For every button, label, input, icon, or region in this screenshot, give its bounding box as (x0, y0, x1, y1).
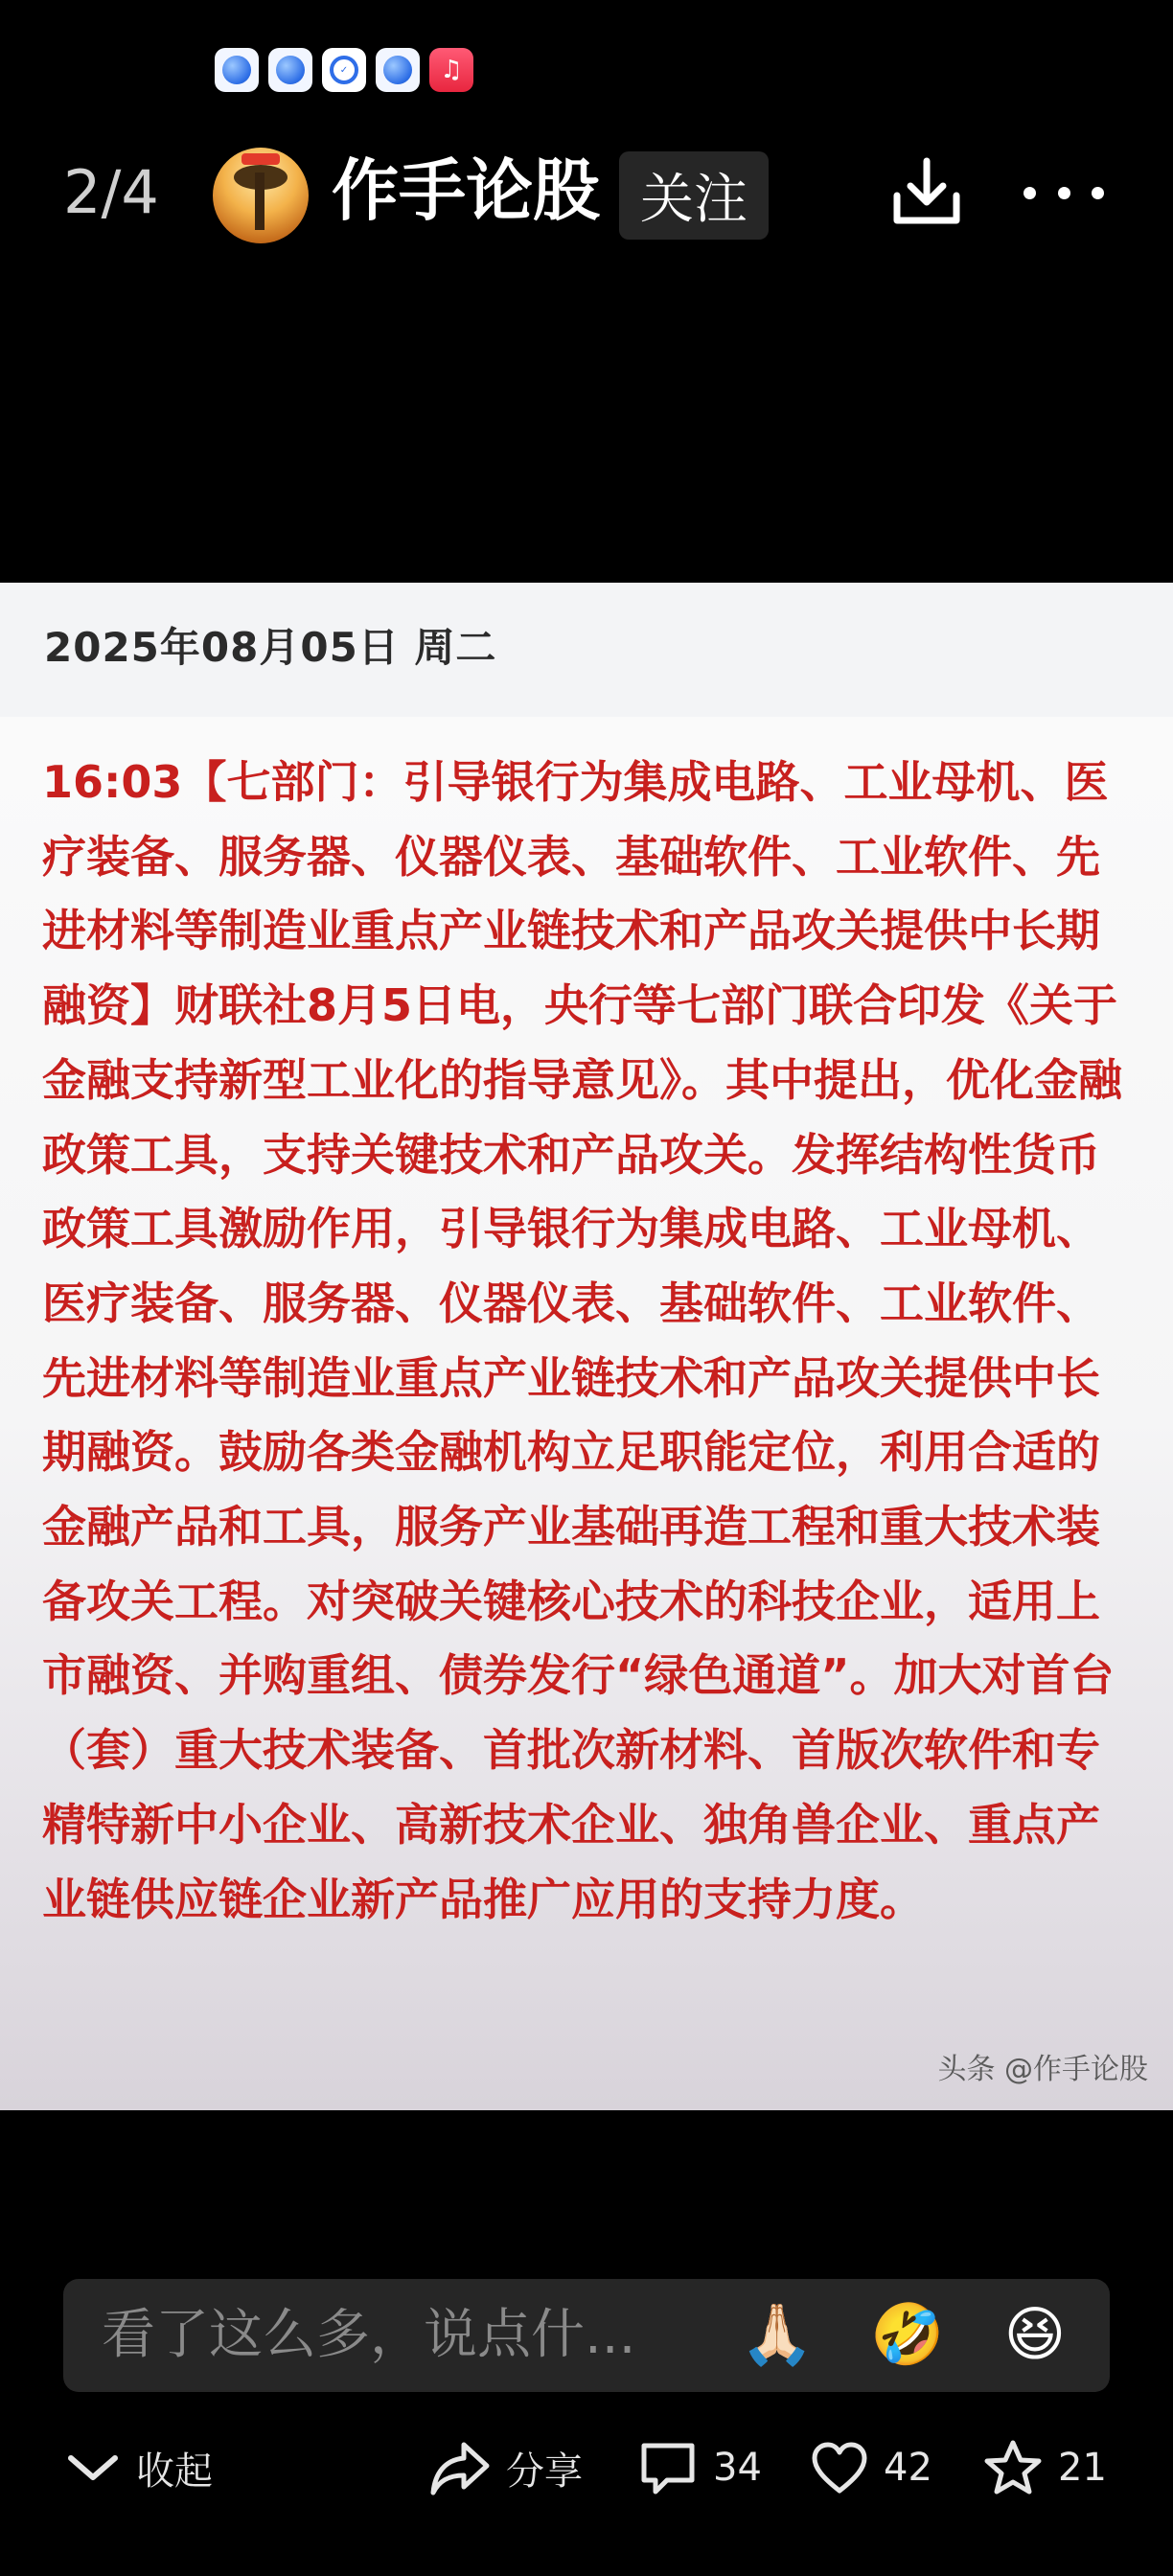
app-icon: ✓ (322, 48, 366, 92)
pray-emoji-button[interactable]: 🙏🏻 (740, 2299, 815, 2369)
author-avatar[interactable] (213, 148, 309, 243)
like-count: 42 (884, 2446, 932, 2490)
author-name[interactable]: 作手论股 (332, 151, 600, 230)
comments-button[interactable] (638, 2434, 762, 2501)
share-icon (429, 2439, 491, 2496)
status-bar-notifications (215, 48, 473, 92)
news-image[interactable] (0, 583, 1173, 2110)
dot-icon (1024, 187, 1036, 199)
date-strip (0, 583, 1173, 717)
comment-input[interactable]: 看了这么多，说点什... (102, 2304, 636, 2366)
watermark: 头条 @作手论股 (937, 2053, 1148, 2086)
download-button[interactable] (887, 153, 966, 232)
comment-icon (638, 2440, 698, 2496)
more-options-button[interactable] (1024, 178, 1104, 207)
laugh-emoji-button[interactable]: 😆 (1003, 2299, 1067, 2369)
chevron-down-icon (65, 2449, 121, 2487)
page-counter: 2/4 (63, 157, 159, 227)
star-icon (983, 2439, 1043, 2496)
music-icon: ♫ (429, 48, 473, 92)
dot-icon (1058, 187, 1070, 199)
browser-icon (215, 48, 259, 92)
heart-icon (811, 2441, 868, 2495)
article-time: 16:03 (42, 756, 183, 808)
browser-icon (268, 48, 312, 92)
collapse-button[interactable] (65, 2434, 213, 2501)
browser-icon (376, 48, 420, 92)
collapse-label: 收起 (136, 2449, 213, 2494)
share-button[interactable] (429, 2434, 583, 2501)
comment-bar[interactable] (63, 2279, 1110, 2392)
article-date: 2025年08月05日 周二 (44, 624, 497, 671)
share-label: 分享 (506, 2449, 583, 2494)
rofl-emoji-button[interactable]: 🤣 (870, 2299, 945, 2369)
comment-count: 34 (713, 2446, 762, 2490)
like-button[interactable] (811, 2434, 932, 2501)
favorite-button[interactable] (983, 2434, 1107, 2501)
dot-icon (1092, 187, 1104, 199)
article-body (42, 746, 1131, 1937)
favorite-count: 21 (1058, 2446, 1107, 2490)
article-text: 【七部门：引导银行为集成电路、工业母机、医疗装备、服务器、仪器仪表、基础软件、工业软件、先进材料等制造业重点产业链技术和产品攻关提供中长期融资】财联社8月5日电，央行等七部门联合印发《关于金融支持新型工业化的指导意见》。其中提出，优化金融政策工具，支持关键技术和产品攻关。发挥结构性货币政策工具激励作用，引导银行为集成电路、工业母机、医疗装备、服务器、仪器仪表、基础软件、工业软件、先进材料等制造业重点产业链技术和产品攻关提供中长期融资。鼓励各类金融机构立足职能定位，利用合适的金融产品和工具，服务产业基础再造工程和重大技术装备攻关工程。对突破关键核心技术的科技企业，适用上市融资、并购重组、债券发行“绿色通道”。加大对首台（套）重大技术装备、首批次新材料、首版次软件和专精特新中小企业、高新技术企业、独角兽企业、重点产业链供应链企业新产品推广应用的支持力度。 (42, 756, 1122, 1925)
follow-button[interactable]: 关注 (619, 151, 769, 240)
download-icon (887, 153, 966, 232)
